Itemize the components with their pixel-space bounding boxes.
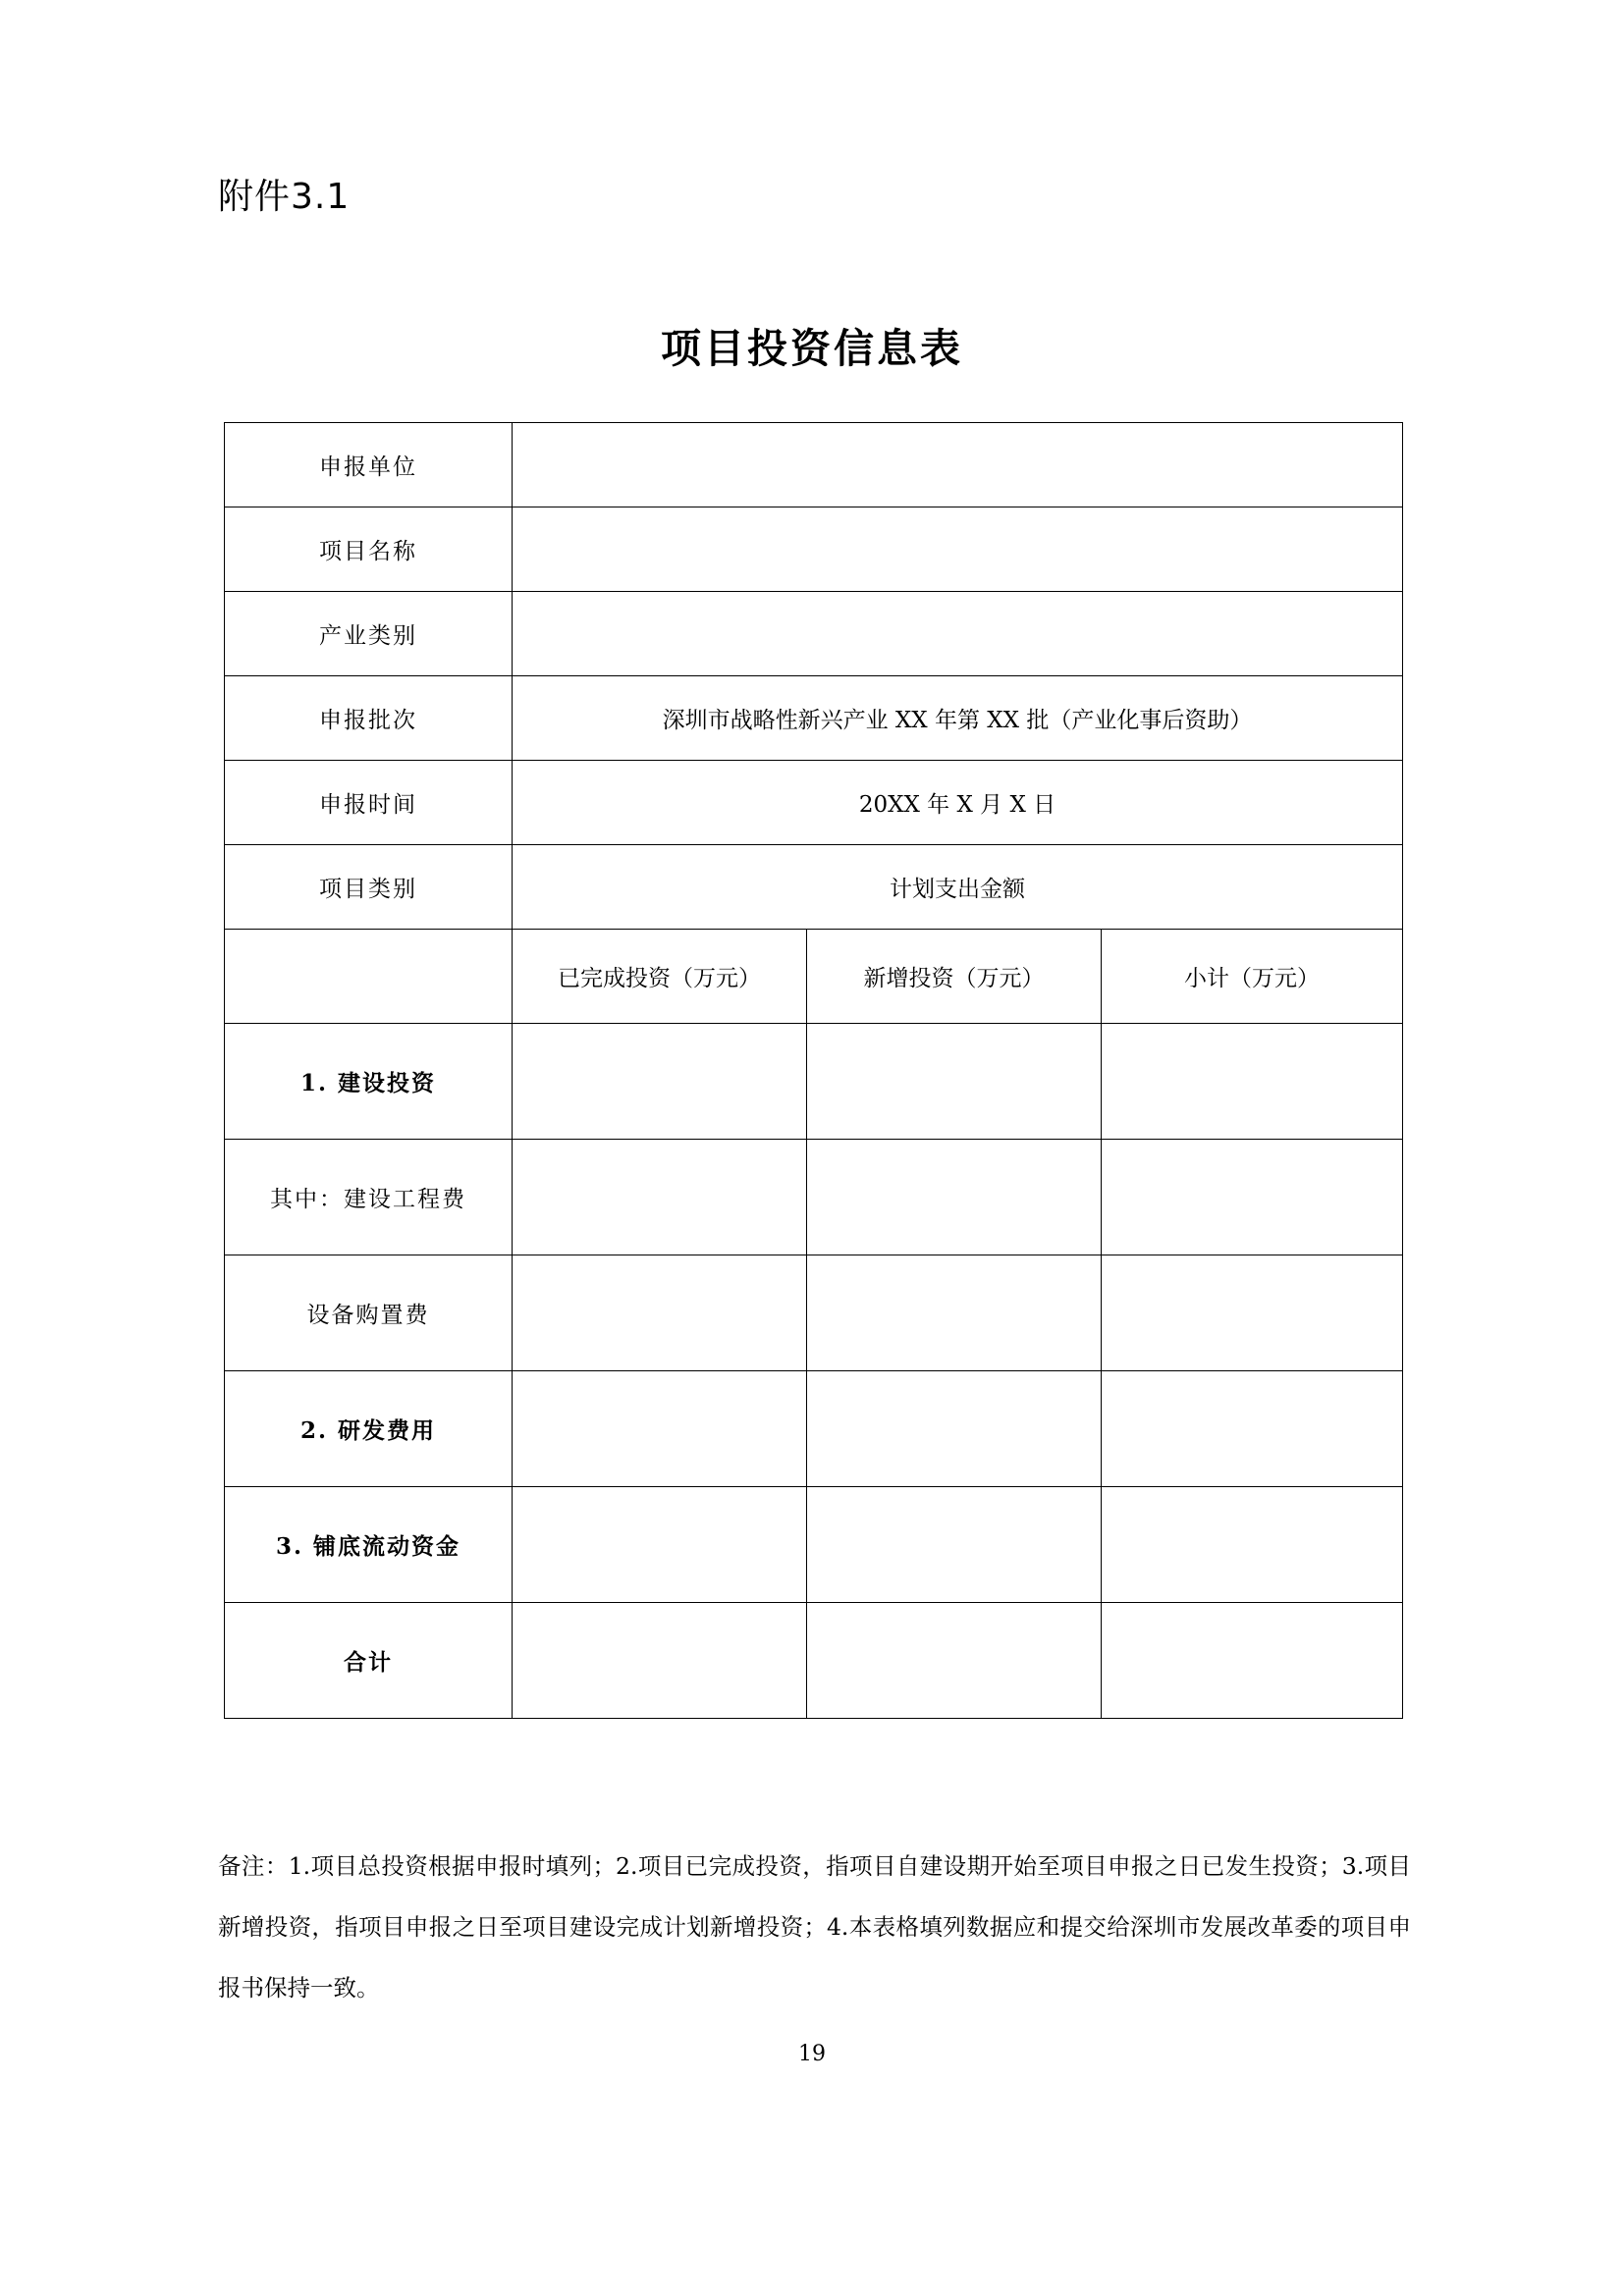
row-label-rd-expense: 2. 研发费用 [225,1371,513,1487]
table-row [225,761,1403,845]
cell-total-completed[interactable] [513,1603,807,1719]
row-label-project-name: 项目名称 [225,507,513,592]
cell-equipment-subtotal[interactable] [1102,1255,1403,1371]
cell-working-capital-subtotal[interactable] [1102,1487,1403,1603]
table-row [225,845,1403,930]
table-row [225,423,1403,507]
table-notes: 备注：1.项目总投资根据申报时填列；2.项目已完成投资，指项目自建设期开始至项目申报之日已发生投资；3.项目新增投资，指项目申报之日至项目建设完成计划新增投资；4.本表格填列数据应和提交给深圳市发展改革委的项目申报书保持一致。 [218,1852,1411,2002]
attachment-label: 附件3.1 [218,177,351,217]
row-label-batch: 申报批次 [225,676,513,761]
cell-equipment-completed[interactable] [513,1255,807,1371]
cell-engineering-completed[interactable] [513,1140,807,1255]
row-value-apply-date[interactable]: 20XX 年 X 月 X 日 [513,761,1403,845]
table-row [225,1371,1403,1487]
cell-engineering-added[interactable] [807,1140,1102,1255]
header-added-investment: 新增投资（万元） [807,930,1102,1024]
row-value-project-category: 计划支出金额 [513,845,1403,930]
cell-construction-subtotal[interactable] [1102,1024,1403,1140]
cell-engineering-subtotal[interactable] [1102,1140,1403,1255]
row-value-applicant[interactable] [513,423,1403,507]
page-title: 项目投资信息表 [661,325,963,372]
row-value-batch[interactable]: 深圳市战略性新兴产业 XX 年第 XX 批（产业化事后资助） [513,676,1403,761]
cell-working-capital-completed[interactable] [513,1487,807,1603]
row-label-working-capital: 3. 铺底流动资金 [225,1487,513,1603]
row-label-applicant: 申报单位 [225,423,513,507]
header-completed-investment: 已完成投资（万元） [513,930,807,1024]
cell-total-subtotal[interactable] [1102,1603,1403,1719]
table-row [225,1255,1403,1371]
table-row [225,592,1403,676]
cell-rd-added[interactable] [807,1371,1102,1487]
row-value-industry-category[interactable] [513,592,1403,676]
row-label-construction-investment: 1. 建设投资 [225,1024,513,1140]
cell-construction-completed[interactable] [513,1024,807,1140]
project-investment-table [224,422,1403,1719]
table-row [225,676,1403,761]
cell-rd-completed[interactable] [513,1371,807,1487]
cell-rd-subtotal[interactable] [1102,1371,1403,1487]
table-row [225,507,1403,592]
cell-construction-added[interactable] [807,1024,1102,1140]
row-label-total: 合计 [225,1603,513,1719]
header-corner [225,930,513,1024]
cell-equipment-added[interactable] [807,1255,1102,1371]
row-label-industry-category: 产业类别 [225,592,513,676]
table-row [225,1140,1403,1255]
table-row [225,1487,1403,1603]
cell-total-added[interactable] [807,1603,1102,1719]
row-label-construction-engineering-fee: 其中：建设工程费 [225,1140,513,1255]
table-header-row [225,930,1403,1024]
row-label-apply-date: 申报时间 [225,761,513,845]
table-row [225,1024,1403,1140]
header-subtotal: 小计（万元） [1102,930,1403,1024]
table-row [225,1603,1403,1719]
row-value-project-name[interactable] [513,507,1403,592]
page-number: 19 [798,2042,826,2066]
row-label-equipment-purchase-fee: 设备购置费 [225,1255,513,1371]
cell-working-capital-added[interactable] [807,1487,1102,1603]
row-label-project-category: 项目类别 [225,845,513,930]
